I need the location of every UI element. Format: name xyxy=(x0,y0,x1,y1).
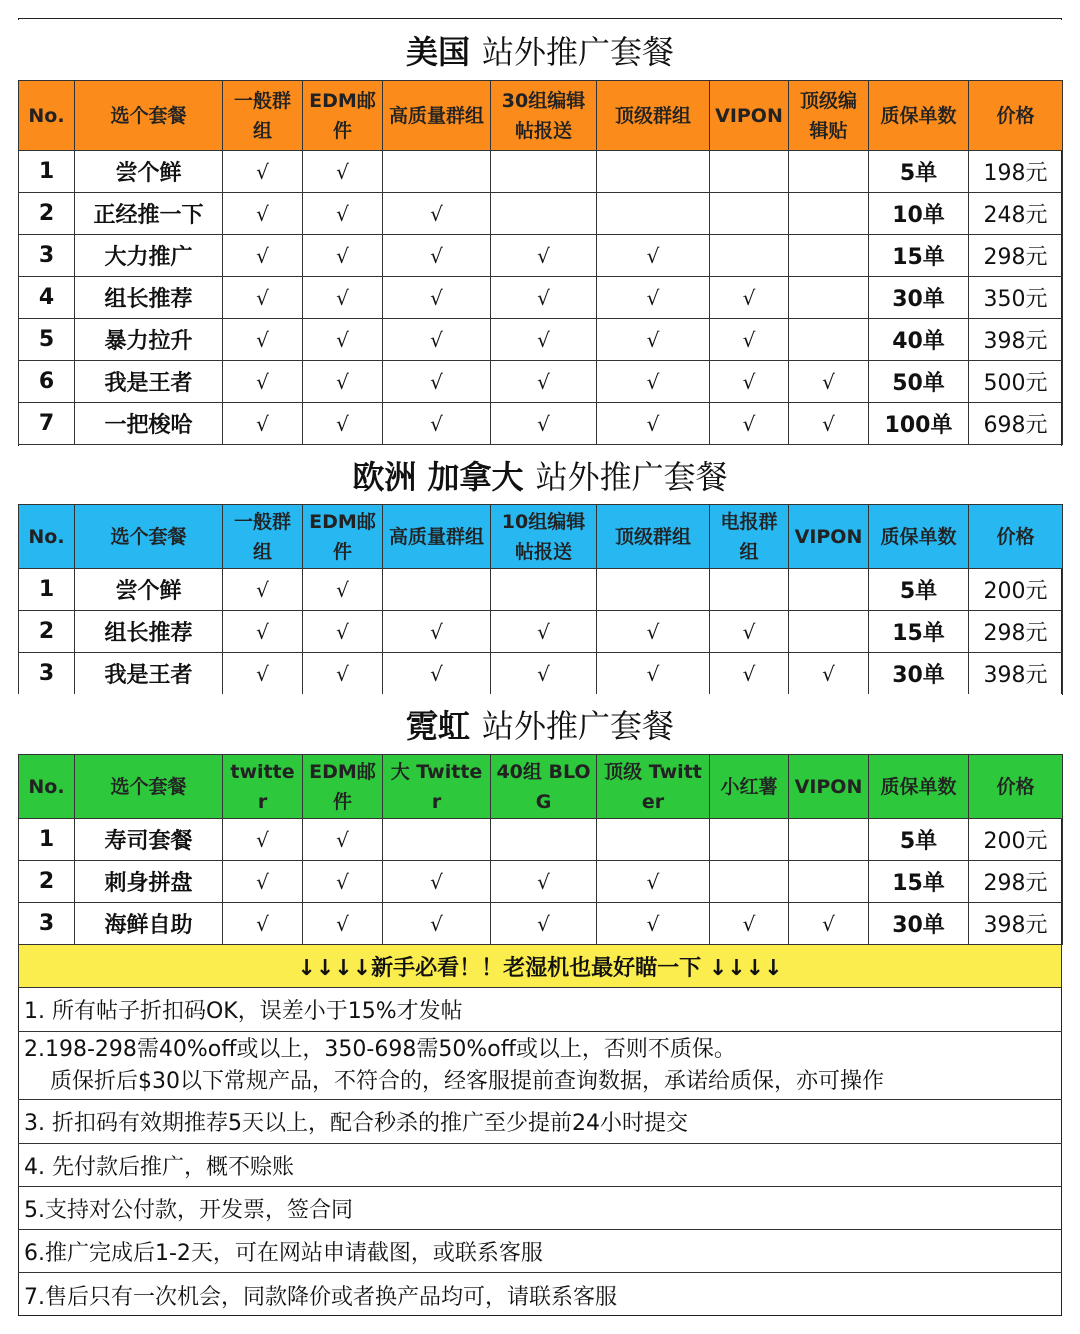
us-name-cell: 大力推广 xyxy=(75,235,223,277)
neon-header-cell: 质保单数 xyxy=(869,755,969,819)
notes-list xyxy=(18,988,1062,1317)
us-price-cell: 350元 xyxy=(969,277,1063,319)
check-cell: √ xyxy=(303,319,383,361)
neon-header-cell: twitter xyxy=(223,755,303,819)
check-cell xyxy=(789,819,869,861)
us-num-cell: 1 xyxy=(19,151,75,193)
note-item-7: 7.售后只有一次机会，同款降价或者换产品均可，请联系客服 xyxy=(24,1284,617,1310)
us-price-cell: 248元 xyxy=(969,193,1063,235)
neon-header-cell: 顶级 Twitter xyxy=(597,755,710,819)
check-cell: √ xyxy=(383,235,491,277)
check-cell: √ xyxy=(303,361,383,403)
check-cell xyxy=(597,151,710,193)
check-cell: √ xyxy=(491,903,597,945)
table-row xyxy=(19,653,1063,695)
eu-q-cell: 30单 xyxy=(869,653,969,695)
us-name-cell: 暴力拉升 xyxy=(75,319,223,361)
eu-header-cell: VIPON xyxy=(789,505,869,569)
table-row xyxy=(19,193,1063,235)
check-cell: √ xyxy=(710,653,789,695)
check-cell: √ xyxy=(303,819,383,861)
check-cell: √ xyxy=(303,861,383,903)
check-cell: √ xyxy=(223,319,303,361)
check-cell: √ xyxy=(223,151,303,193)
check-cell: √ xyxy=(303,277,383,319)
check-cell: √ xyxy=(597,277,710,319)
eu-header-cell: 选个套餐 xyxy=(75,505,223,569)
eu-header-cell: 价格 xyxy=(969,505,1063,569)
check-cell: √ xyxy=(789,403,869,445)
check-cell: √ xyxy=(491,361,597,403)
us-header-cell: No. xyxy=(19,81,75,151)
us-header-cell: 顶级群组 xyxy=(597,81,710,151)
us-price-cell: 698元 xyxy=(969,403,1063,445)
check-cell xyxy=(597,819,710,861)
check-cell: √ xyxy=(597,611,710,653)
eu-price-cell: 398元 xyxy=(969,653,1063,695)
eu-header-cell: No. xyxy=(19,505,75,569)
check-cell xyxy=(710,819,789,861)
us-package-table xyxy=(18,80,1063,445)
neon-header-cell: 小红薯 xyxy=(710,755,789,819)
us-q-cell: 30单 xyxy=(869,277,969,319)
notice-banner: ↓↓↓↓新手必看！！老湿机也最好瞄一下 ↓↓↓↓ xyxy=(18,944,1062,988)
check-cell: √ xyxy=(710,903,789,945)
us-header-cell: 选个套餐 xyxy=(75,81,223,151)
check-cell: √ xyxy=(383,403,491,445)
check-cell: √ xyxy=(710,403,789,445)
check-cell: √ xyxy=(223,235,303,277)
check-cell xyxy=(710,193,789,235)
note-item-4: 4. 先付款后推广，概不赊账 xyxy=(18,1144,1062,1187)
us-header-cell: 高质量群组 xyxy=(383,81,491,151)
check-cell xyxy=(710,861,789,903)
check-cell: √ xyxy=(383,361,491,403)
check-cell: √ xyxy=(491,861,597,903)
us-q-cell: 10单 xyxy=(869,193,969,235)
check-cell xyxy=(597,193,710,235)
us-name-cell: 一把梭哈 xyxy=(75,403,223,445)
check-cell xyxy=(491,569,597,611)
check-cell: √ xyxy=(303,653,383,695)
check-cell xyxy=(491,193,597,235)
check-cell xyxy=(789,569,869,611)
check-cell: √ xyxy=(303,403,383,445)
eu-name-cell: 组长推荐 xyxy=(75,611,223,653)
table-row xyxy=(19,861,1063,903)
note-item-5: 5.支持对公付款，开发票，签合同 xyxy=(18,1187,1062,1230)
check-cell: √ xyxy=(491,277,597,319)
us-q-cell: 40单 xyxy=(869,319,969,361)
check-cell xyxy=(597,569,710,611)
neon-q-cell: 30单 xyxy=(869,903,969,945)
us-header-cell: 一般群组 xyxy=(223,81,303,151)
neon-num-cell: 1 xyxy=(19,819,75,861)
table-row xyxy=(19,319,1063,361)
us-num-cell: 3 xyxy=(19,235,75,277)
eu-header-cell: 顶级群组 xyxy=(597,505,710,569)
us-header-cell: 价格 xyxy=(969,81,1063,151)
check-cell: √ xyxy=(597,903,710,945)
check-cell xyxy=(789,193,869,235)
check-cell: √ xyxy=(789,903,869,945)
us-price-cell: 500元 xyxy=(969,361,1063,403)
check-cell: √ xyxy=(303,903,383,945)
neon-name-cell: 海鲜自助 xyxy=(75,903,223,945)
table-row xyxy=(19,569,1063,611)
check-cell: √ xyxy=(223,611,303,653)
check-cell: √ xyxy=(383,319,491,361)
eu-section-title xyxy=(18,446,1062,504)
check-cell: √ xyxy=(223,861,303,903)
neon-q-cell: 15单 xyxy=(869,861,969,903)
us-header-cell: VIPON xyxy=(710,81,789,151)
eu-title-bold: 欧洲 加拿大 xyxy=(352,458,524,496)
us-title-bold: 美国 xyxy=(405,33,470,71)
check-cell xyxy=(383,151,491,193)
check-cell: √ xyxy=(383,193,491,235)
neon-header-cell: EDM邮件 xyxy=(303,755,383,819)
neon-num-cell: 2 xyxy=(19,861,75,903)
neon-name-cell: 寿司套餐 xyxy=(75,819,223,861)
note-item-2-line-1: 2.198-298需40%off或以上，350-698需50%off或以上，否则不质保。 xyxy=(24,1036,736,1062)
check-cell: √ xyxy=(303,569,383,611)
table-row xyxy=(19,819,1063,861)
table-row xyxy=(19,361,1063,403)
us-q-cell: 100单 xyxy=(869,403,969,445)
check-cell: √ xyxy=(223,903,303,945)
eu-package-table xyxy=(18,504,1063,695)
check-cell: √ xyxy=(223,653,303,695)
note-item-2 xyxy=(18,1032,1062,1100)
eu-header-cell: 一般群组 xyxy=(223,505,303,569)
check-cell: √ xyxy=(491,319,597,361)
eu-num-cell: 1 xyxy=(19,569,75,611)
us-q-cell: 5单 xyxy=(869,151,969,193)
check-cell: √ xyxy=(491,653,597,695)
check-cell: √ xyxy=(223,819,303,861)
check-cell: √ xyxy=(597,361,710,403)
check-cell xyxy=(710,151,789,193)
us-price-cell: 298元 xyxy=(969,235,1063,277)
eu-name-cell: 尝个鲜 xyxy=(75,569,223,611)
check-cell: √ xyxy=(491,235,597,277)
us-name-cell: 正经推一下 xyxy=(75,193,223,235)
check-cell: √ xyxy=(383,653,491,695)
eu-num-cell: 2 xyxy=(19,611,75,653)
check-cell: √ xyxy=(303,193,383,235)
check-cell: √ xyxy=(223,277,303,319)
us-num-cell: 7 xyxy=(19,403,75,445)
check-cell: √ xyxy=(223,403,303,445)
neon-num-cell: 3 xyxy=(19,903,75,945)
check-cell: √ xyxy=(597,319,710,361)
eu-price-cell: 298元 xyxy=(969,611,1063,653)
check-cell: √ xyxy=(383,903,491,945)
check-cell xyxy=(789,319,869,361)
check-cell: √ xyxy=(710,611,789,653)
check-cell: √ xyxy=(303,151,383,193)
eu-num-cell: 3 xyxy=(19,653,75,695)
check-cell: √ xyxy=(597,653,710,695)
note-item-6: 6.推广完成后1-2天，可在网站申请截图，或联系客服 xyxy=(18,1230,1062,1273)
us-header-cell: 30组编辑帖报送 xyxy=(491,81,597,151)
check-cell: √ xyxy=(491,403,597,445)
us-q-cell: 15单 xyxy=(869,235,969,277)
note-item-1: 1. 所有帖子折扣码OK，误差小于15%才发帖 xyxy=(18,988,1062,1032)
check-cell: √ xyxy=(383,611,491,653)
check-cell xyxy=(789,277,869,319)
check-cell xyxy=(789,861,869,903)
check-cell: √ xyxy=(789,653,869,695)
table-row xyxy=(19,403,1063,445)
check-cell xyxy=(789,151,869,193)
check-cell: √ xyxy=(597,861,710,903)
neon-header-cell: VIPON xyxy=(789,755,869,819)
us-header-cell: EDM邮件 xyxy=(303,81,383,151)
neon-title-rest: 站外推广套餐 xyxy=(482,707,675,745)
eu-header-row xyxy=(19,505,1063,569)
us-num-cell: 2 xyxy=(19,193,75,235)
check-cell: √ xyxy=(710,319,789,361)
us-section-title xyxy=(18,20,1062,80)
neon-header-cell: No. xyxy=(19,755,75,819)
table-row xyxy=(19,151,1063,193)
neon-name-cell: 刺身拼盘 xyxy=(75,861,223,903)
us-num-cell: 4 xyxy=(19,277,75,319)
neon-price-cell: 200元 xyxy=(969,819,1063,861)
eu-header-cell: 质保单数 xyxy=(869,505,969,569)
us-price-cell: 398元 xyxy=(969,319,1063,361)
eu-header-cell: 10组编辑帖报送 xyxy=(491,505,597,569)
check-cell: √ xyxy=(223,569,303,611)
note-item-3: 3. 折扣码有效期推荐5天以上，配合秒杀的推广至少提前24小时提交 xyxy=(18,1100,1062,1144)
check-cell xyxy=(789,611,869,653)
us-header-row xyxy=(19,81,1063,151)
us-q-cell: 50单 xyxy=(869,361,969,403)
us-header-cell: 质保单数 xyxy=(869,81,969,151)
eu-q-cell: 15单 xyxy=(869,611,969,653)
check-cell: √ xyxy=(223,193,303,235)
check-cell: √ xyxy=(383,861,491,903)
eu-header-cell: 高质量群组 xyxy=(383,505,491,569)
check-cell: √ xyxy=(223,361,303,403)
neon-price-cell: 298元 xyxy=(969,861,1063,903)
check-cell: √ xyxy=(597,403,710,445)
neon-header-row xyxy=(19,755,1063,819)
neon-price-cell: 398元 xyxy=(969,903,1063,945)
us-num-cell: 6 xyxy=(19,361,75,403)
neon-header-cell: 价格 xyxy=(969,755,1063,819)
us-price-cell: 198元 xyxy=(969,151,1063,193)
neon-q-cell: 5单 xyxy=(869,819,969,861)
table-row xyxy=(19,611,1063,653)
neon-package-table xyxy=(18,754,1063,945)
check-cell xyxy=(710,569,789,611)
eu-q-cell: 5单 xyxy=(869,569,969,611)
check-cell: √ xyxy=(303,611,383,653)
check-cell: √ xyxy=(303,235,383,277)
neon-header-cell: 40组 BLOG xyxy=(491,755,597,819)
us-title-rest: 站外推广套餐 xyxy=(482,33,675,71)
check-cell xyxy=(710,235,789,277)
eu-header-cell: EDM邮件 xyxy=(303,505,383,569)
table-row xyxy=(19,277,1063,319)
check-cell: √ xyxy=(597,235,710,277)
eu-name-cell: 我是王者 xyxy=(75,653,223,695)
table-row xyxy=(19,903,1063,945)
check-cell xyxy=(383,819,491,861)
neon-section-title xyxy=(18,694,1062,754)
eu-title-rest: 站外推广套餐 xyxy=(535,458,728,496)
check-cell xyxy=(789,235,869,277)
neon-header-cell: 大 Twitter xyxy=(383,755,491,819)
check-cell: √ xyxy=(789,361,869,403)
check-cell: √ xyxy=(491,611,597,653)
neon-header-cell: 选个套餐 xyxy=(75,755,223,819)
table-row xyxy=(19,235,1063,277)
check-cell xyxy=(491,819,597,861)
check-cell: √ xyxy=(710,361,789,403)
check-cell: √ xyxy=(710,277,789,319)
check-cell xyxy=(383,569,491,611)
us-header-cell: 顶级编辑贴 xyxy=(789,81,869,151)
us-name-cell: 我是王者 xyxy=(75,361,223,403)
check-cell xyxy=(491,151,597,193)
eu-header-cell: 电报群组 xyxy=(710,505,789,569)
us-name-cell: 组长推荐 xyxy=(75,277,223,319)
us-name-cell: 尝个鲜 xyxy=(75,151,223,193)
eu-price-cell: 200元 xyxy=(969,569,1063,611)
neon-title-bold: 霓虹 xyxy=(405,707,470,745)
us-num-cell: 5 xyxy=(19,319,75,361)
note-item-2-line-2: 质保折后$30以下常规产品，不符合的，经客服提前查询数据，承诺给质保，亦可操作 xyxy=(50,1068,884,1094)
check-cell: √ xyxy=(383,277,491,319)
